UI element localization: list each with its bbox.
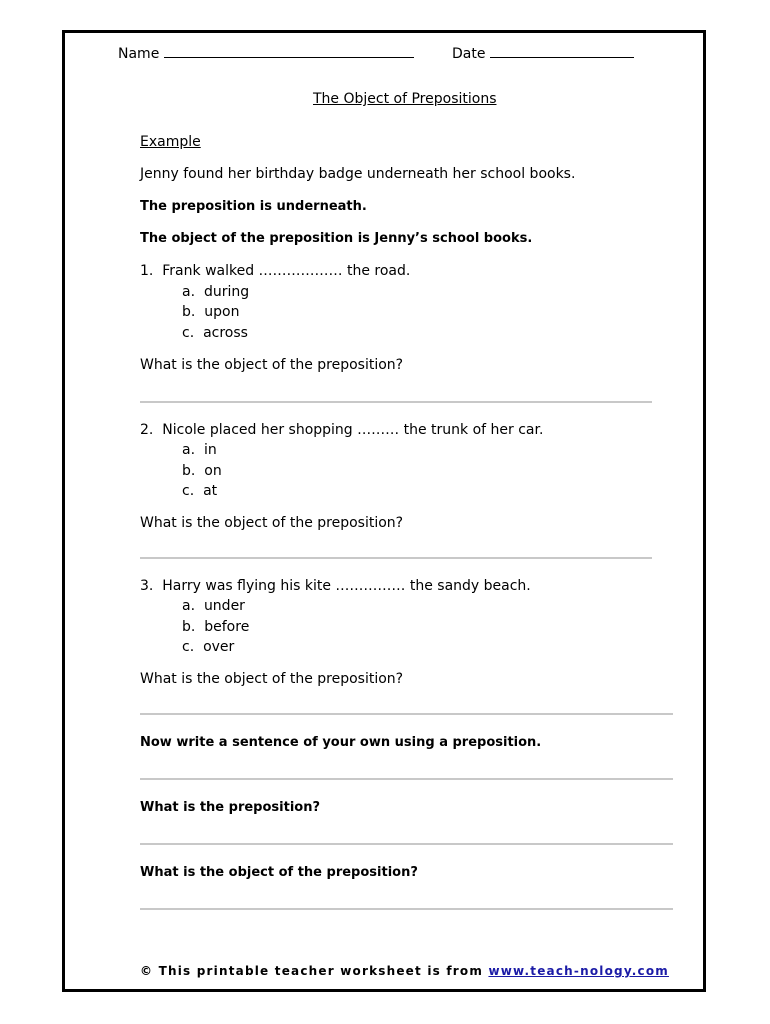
footer-link[interactable]: www.teach-nology.com xyxy=(488,964,669,978)
question-text: Harry was flying his kite …………… the sandy beach. xyxy=(162,578,531,594)
question-number: 3. xyxy=(140,578,154,594)
example-preposition: The preposition is underneath. xyxy=(140,199,367,214)
own-sentence-prompt: Now write a sentence of your own using a preposition. xyxy=(140,735,542,750)
question-1-prompt: What is the object of the preposition? xyxy=(140,357,404,373)
option-2c: c. at xyxy=(182,483,218,499)
question-number: 1. xyxy=(140,263,154,279)
example-object: The object of the preposition is Jenny’s school books. xyxy=(140,231,533,246)
own-preposition-prompt: What is the preposition? xyxy=(140,800,321,815)
name-field[interactable] xyxy=(118,45,414,63)
question-2-prompt: What is the object of the preposition? xyxy=(140,515,404,531)
question-text: Frank walked ……………… the road. xyxy=(162,263,411,279)
page-title: The Object of Prepositions xyxy=(313,91,497,107)
question-3 xyxy=(140,577,531,595)
question-text: Nicole placed her shopping ……… the trunk of her car. xyxy=(162,422,544,438)
question-2 xyxy=(140,421,543,439)
option-1c: c. across xyxy=(182,325,248,341)
option-2b: b. on xyxy=(182,463,222,479)
question-1 xyxy=(140,262,410,280)
question-number: 2. xyxy=(140,422,154,438)
option-1b: b. upon xyxy=(182,304,240,320)
footer xyxy=(140,964,669,978)
option-3b: b. before xyxy=(182,619,250,635)
example-heading: Example xyxy=(140,134,201,150)
own-object-prompt: What is the object of the preposition? xyxy=(140,865,418,880)
footer-text: © This printable teacher worksheet is from xyxy=(140,964,489,978)
answer-line-1[interactable] xyxy=(140,401,652,403)
option-3a: a. under xyxy=(182,598,245,614)
option-3c: c. over xyxy=(182,639,235,655)
answer-line-2[interactable] xyxy=(140,557,652,559)
answer-line-3[interactable] xyxy=(140,713,673,715)
date-blank[interactable] xyxy=(490,45,634,58)
answer-line-object[interactable] xyxy=(140,908,673,910)
example-sentence: Jenny found her birthday badge underneath her school books. xyxy=(140,166,576,182)
option-2a: a. in xyxy=(182,442,217,458)
answer-line-preposition[interactable] xyxy=(140,843,673,845)
name-blank[interactable] xyxy=(164,45,414,58)
question-3-prompt: What is the object of the preposition? xyxy=(140,671,404,687)
option-1a: a. during xyxy=(182,284,250,300)
date-label: Date xyxy=(452,46,486,62)
name-label: Name xyxy=(118,46,160,62)
answer-line-sentence[interactable] xyxy=(140,778,673,780)
date-field[interactable] xyxy=(452,45,634,63)
